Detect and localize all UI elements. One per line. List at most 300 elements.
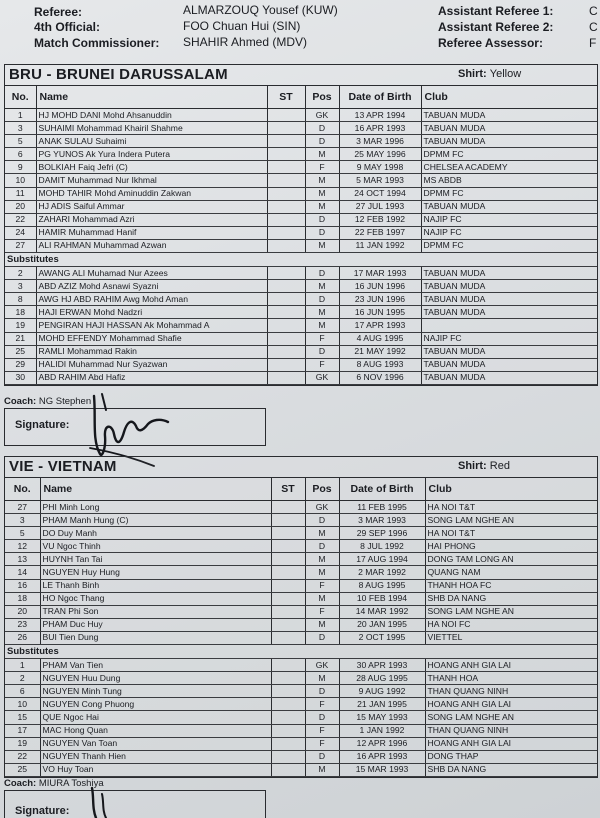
cell-st [267, 135, 305, 148]
table-row [5, 763, 597, 776]
cell-pos: D [305, 685, 339, 698]
cell-no: 1 [5, 109, 36, 122]
cell-club: DPMM FC [421, 148, 597, 161]
cell-dob: 29 SEP 1996 [339, 527, 425, 540]
cell-pos: M [305, 239, 339, 252]
cell-no: 21 [5, 332, 36, 345]
cell-st [271, 527, 305, 540]
cell-club: NAJIP FC [421, 213, 597, 226]
cell-name: BOLKIAH Faiq Jefri (C) [36, 161, 267, 174]
team-panel-bru [4, 64, 598, 386]
cell-pos: M [305, 763, 339, 776]
cell-pos: M [305, 280, 339, 293]
cell-st [267, 239, 305, 252]
table-row [5, 540, 597, 553]
cell-no: 29 [5, 358, 36, 371]
cell-dob: 11 JAN 1992 [339, 239, 421, 252]
cell-dob: 17 AUG 1994 [339, 553, 425, 566]
referee-value: ALMARZOUQ Yousef (KUW) [183, 3, 338, 17]
cell-dob: 10 FEB 1994 [339, 592, 425, 605]
cell-club: DONG THAP [425, 750, 597, 763]
cell-club: TABUAN MUDA [421, 345, 597, 358]
cell-dob: 5 MAR 1993 [339, 174, 421, 187]
cell-pos: F [305, 737, 339, 750]
cell-st [271, 501, 305, 514]
cell-club: THAN QUANG NINH [425, 724, 597, 737]
cell-club: THAN QUANG NINH [425, 685, 597, 698]
table-row [5, 187, 597, 200]
cell-name: HAMIR Muhammad Hanif [36, 226, 267, 239]
cell-name: PG YUNOS Ak Yura Indera Putera [36, 148, 267, 161]
cell-st [271, 711, 305, 724]
cell-no: 3 [5, 122, 36, 135]
cell-pos: D [305, 631, 339, 644]
cell-club: DPMM FC [421, 239, 597, 252]
table-row [5, 161, 597, 174]
cell-no: 18 [5, 592, 40, 605]
coach-line-vie: Coach: MIURA Toshiya [4, 778, 104, 789]
cell-no: 2 [5, 672, 40, 685]
table-row [5, 109, 597, 122]
cell-pos: M [305, 527, 339, 540]
cell-no: 6 [5, 685, 40, 698]
cell-dob: 3 MAR 1996 [339, 135, 421, 148]
cell-club: HA NOI FC [425, 618, 597, 631]
cell-club: HOANG ANH GIA LAI [425, 659, 597, 672]
table-row [5, 148, 597, 161]
cell-club: DPMM FC [421, 187, 597, 200]
col-st: ST [271, 478, 305, 501]
cell-pos: M [305, 187, 339, 200]
cell-st [267, 280, 305, 293]
cell-pos: GK [305, 371, 339, 384]
cell-name: VO Huy Toan [40, 763, 271, 776]
cell-no: 10 [5, 698, 40, 711]
cell-dob: 28 AUG 1995 [339, 672, 425, 685]
cell-club: HAI PHONG [425, 540, 597, 553]
cell-pos: M [305, 319, 339, 332]
table-row [5, 659, 597, 672]
cell-st [271, 724, 305, 737]
table-row [5, 239, 597, 252]
cell-dob: 16 APR 1993 [339, 750, 425, 763]
cell-st [271, 685, 305, 698]
col-dob: Date of Birth [339, 86, 421, 109]
cell-dob: 9 MAY 1998 [339, 161, 421, 174]
cell-st [267, 293, 305, 306]
signature-box-bru [4, 408, 266, 446]
cell-st [271, 514, 305, 527]
cell-st [267, 109, 305, 122]
cell-no: 5 [5, 135, 36, 148]
cell-dob: 25 MAY 1996 [339, 148, 421, 161]
table-row [5, 174, 597, 187]
col-pos: Pos [305, 478, 339, 501]
cell-dob: 22 FEB 1997 [339, 226, 421, 239]
cell-no: 9 [5, 161, 36, 174]
cell-name: PHAM Duc Huy [40, 618, 271, 631]
cell-no: 1 [5, 659, 40, 672]
cell-club: SONG LAM NGHE AN [425, 605, 597, 618]
cell-st [271, 698, 305, 711]
cell-pos: M [305, 566, 339, 579]
cell-st [271, 659, 305, 672]
substitutes-label: Substitutes [5, 253, 597, 267]
cell-no: 16 [5, 579, 40, 592]
table-row [5, 685, 597, 698]
cell-dob: 16 JUN 1996 [339, 280, 421, 293]
cell-no: 18 [5, 306, 36, 319]
cell-club: TABUAN MUDA [421, 280, 597, 293]
cell-no: 14 [5, 566, 40, 579]
cell-no: 2 [5, 267, 36, 280]
table-row [5, 501, 597, 514]
substitutes-label: Substitutes [5, 645, 597, 659]
assistant-referee-2-label: Assistant Referee 2: [438, 20, 554, 34]
cell-club: TABUAN MUDA [421, 200, 597, 213]
cell-no: 6 [5, 148, 36, 161]
cell-dob: 16 APR 1993 [339, 122, 421, 135]
cell-pos: D [305, 711, 339, 724]
col-no: No. [5, 478, 40, 501]
cell-name: HJ MOHD DANI Mohd Ahsanuddin [36, 109, 267, 122]
cell-st [267, 226, 305, 239]
cell-club: SHB DA NANG [425, 763, 597, 776]
cell-no: 27 [5, 239, 36, 252]
cell-name: PENGIRAN HAJI HASSAN Ak Mohammad A [36, 319, 267, 332]
cell-dob: 15 MAY 1993 [339, 711, 425, 724]
referee-label: Referee: [34, 5, 83, 19]
table-row [5, 371, 597, 384]
cell-club: THANH HOA FC [425, 579, 597, 592]
lineup-table [5, 86, 597, 385]
table-row [5, 280, 597, 293]
cell-club: THANH HOA [425, 672, 597, 685]
cell-st [267, 174, 305, 187]
cell-st [267, 200, 305, 213]
team-panel-vie [4, 456, 598, 778]
coach-name: NG Stephen [38, 396, 92, 407]
cell-dob: 24 OCT 1994 [339, 187, 421, 200]
cell-name: DAMIT Muhammad Nur Ikhmal [36, 174, 267, 187]
table-row [5, 514, 597, 527]
cell-dob: 30 APR 1993 [339, 659, 425, 672]
cell-pos: D [305, 226, 339, 239]
cell-pos: D [305, 345, 339, 358]
col-no: No. [5, 86, 36, 109]
cell-dob: 8 AUG 1995 [339, 579, 425, 592]
cell-name: AWG HJ ABD RAHIM Awg Mohd Aman [36, 293, 267, 306]
table-row [5, 592, 597, 605]
cell-no: 30 [5, 371, 36, 384]
cell-dob: 9 AUG 1992 [339, 685, 425, 698]
cell-club: NAJIP FC [421, 332, 597, 345]
col-name: Name [36, 86, 267, 109]
cell-name: RAMLI Mohammad Rakin [36, 345, 267, 358]
match-commissioner-label: Match Commissioner: [34, 36, 160, 50]
cell-pos: F [305, 698, 339, 711]
coach-line-bru: Coach: NG Stephen [4, 396, 92, 407]
cell-dob: 8 JUL 1992 [339, 540, 425, 553]
match-commissioner-value: SHAHIR Ahmed (MDV) [183, 35, 308, 49]
referee-assessor-label: Referee Assessor: [438, 36, 543, 50]
cell-pos: D [305, 267, 339, 280]
cell-st [271, 750, 305, 763]
table-row [5, 672, 597, 685]
cell-pos: F [305, 332, 339, 345]
cell-dob: 1 JAN 1992 [339, 724, 425, 737]
cell-name: ANAK SULAU Suhaimi [36, 135, 267, 148]
cell-name: PHAM Van Tien [40, 659, 271, 672]
cell-no: 26 [5, 631, 40, 644]
cell-st [267, 161, 305, 174]
cell-no: 5 [5, 527, 40, 540]
cell-no: 20 [5, 200, 36, 213]
col-st: ST [267, 86, 305, 109]
table-row [5, 122, 597, 135]
cell-dob: 20 JAN 1995 [339, 618, 425, 631]
shirt-color: Shirt: Red [458, 460, 510, 472]
cell-club: TABUAN MUDA [421, 358, 597, 371]
cell-name: HALIDI Muhammad Nur Syazwan [36, 358, 267, 371]
substitutes-header-row [5, 253, 597, 267]
cell-dob: 3 MAR 1993 [339, 514, 425, 527]
cell-club: TABUAN MUDA [421, 109, 597, 122]
cell-dob: 21 JAN 1995 [339, 698, 425, 711]
table-row [5, 213, 597, 226]
cell-no: 12 [5, 540, 40, 553]
cell-club: TABUAN MUDA [421, 122, 597, 135]
cell-dob: 14 MAR 1992 [339, 605, 425, 618]
cell-club: TABUAN MUDA [421, 371, 597, 384]
cell-club: TABUAN MUDA [421, 267, 597, 280]
fourth-official-value: FOO Chuan Hui (SIN) [183, 19, 301, 33]
table-row [5, 319, 597, 332]
table-row [5, 553, 597, 566]
cell-no: 15 [5, 711, 40, 724]
cell-pos: GK [305, 659, 339, 672]
table-row [5, 267, 597, 280]
cell-club: HOANG ANH GIA LAI [425, 737, 597, 750]
cell-dob: 17 APR 1993 [339, 319, 421, 332]
team-header [5, 457, 597, 478]
cell-pos: M [305, 174, 339, 187]
cell-st [267, 371, 305, 384]
cell-pos: M [305, 553, 339, 566]
cell-no: 3 [5, 514, 40, 527]
cell-club: NAJIP FC [421, 226, 597, 239]
cell-dob: 11 FEB 1995 [339, 501, 425, 514]
cell-name: HAJI ERWAN Mohd Nadzri [36, 306, 267, 319]
assistant-referee-1-label: Assistant Referee 1: [438, 4, 554, 18]
cell-name: SUHAIMI Mohammad Khairil Shahme [36, 122, 267, 135]
cell-name: ABD RAHIM Abd Hafiz [36, 371, 267, 384]
cell-pos: M [305, 618, 339, 631]
cell-no: 27 [5, 501, 40, 514]
team-header [5, 65, 597, 86]
cell-name: NGUYEN Van Toan [40, 737, 271, 750]
table-row [5, 605, 597, 618]
coach-name: MIURA Toshiya [38, 778, 104, 789]
cell-st [271, 672, 305, 685]
cell-st [271, 631, 305, 644]
cell-club: SONG LAM NGHE AN [425, 514, 597, 527]
cell-name: NGUYEN Huu Dung [40, 672, 271, 685]
col-name: Name [40, 478, 271, 501]
cell-club: DONG TAM LONG AN [425, 553, 597, 566]
cell-st [271, 540, 305, 553]
cell-club: HA NOI T&T [425, 501, 597, 514]
team-name: VIE - VIETNAM [9, 458, 117, 475]
cell-name: DO Duy Manh [40, 527, 271, 540]
cell-club: MS ABDB [421, 174, 597, 187]
cell-name: MOHD EFFENDY Mohammad Shafie [36, 332, 267, 345]
cell-club [421, 319, 597, 332]
signature-label: Signature: [15, 419, 70, 431]
referee-assessor-value: F [589, 36, 597, 50]
cell-name: MOHD TAHIR Mohd Aminuddin Zakwan [36, 187, 267, 200]
cell-pos: GK [305, 501, 339, 514]
cell-name: TRAN Phi Son [40, 605, 271, 618]
cell-no: 11 [5, 187, 36, 200]
cell-club: CHELSEA ACADEMY [421, 161, 597, 174]
cell-pos: D [305, 750, 339, 763]
cell-pos: D [305, 135, 339, 148]
cell-pos: D [305, 540, 339, 553]
cell-pos: F [305, 605, 339, 618]
cell-name: HO Ngoc Thang [40, 592, 271, 605]
cell-st [267, 319, 305, 332]
team-name: BRU - BRUNEI DARUSSALAM [9, 66, 228, 83]
cell-no: 24 [5, 226, 36, 239]
cell-st [271, 579, 305, 592]
table-row [5, 618, 597, 631]
cell-no: 8 [5, 293, 36, 306]
cell-pos: F [305, 579, 339, 592]
cell-name: PHAM Manh Hung (C) [40, 514, 271, 527]
cell-dob: 2 MAR 1992 [339, 566, 425, 579]
cell-club: HA NOI T&T [425, 527, 597, 540]
table-header-row [5, 86, 597, 109]
cell-no: 17 [5, 724, 40, 737]
cell-dob: 13 APR 1994 [339, 109, 421, 122]
cell-club: QUANG NAM [425, 566, 597, 579]
cell-st [271, 566, 305, 579]
cell-club: TABUAN MUDA [421, 135, 597, 148]
cell-no: 19 [5, 319, 36, 332]
cell-dob: 23 JUN 1996 [339, 293, 421, 306]
table-row [5, 579, 597, 592]
cell-pos: F [305, 161, 339, 174]
cell-st [267, 267, 305, 280]
cell-name: AWANG ALI Muhamad Nur Azees [36, 267, 267, 280]
cell-name: ALI RAHMAN Muhammad Azwan [36, 239, 267, 252]
cell-st [271, 553, 305, 566]
cell-dob: 4 AUG 1995 [339, 332, 421, 345]
cell-st [267, 345, 305, 358]
table-row [5, 566, 597, 579]
cell-dob: 27 JUL 1993 [339, 200, 421, 213]
cell-name: HJ ADIS Saiful Ammar [36, 200, 267, 213]
assistant-referee-2-value: C [589, 20, 598, 34]
lineup-table [5, 478, 597, 777]
signature-box-vie [4, 790, 266, 818]
cell-st [267, 213, 305, 226]
cell-st [271, 605, 305, 618]
col-dob: Date of Birth [339, 478, 425, 501]
cell-pos: D [305, 213, 339, 226]
cell-name: ABD AZIZ Mohd Asnawi Syazni [36, 280, 267, 293]
table-row [5, 306, 597, 319]
cell-st [271, 763, 305, 776]
table-row [5, 698, 597, 711]
cell-no: 22 [5, 750, 40, 763]
cell-st [267, 358, 305, 371]
table-row [5, 737, 597, 750]
table-row [5, 750, 597, 763]
cell-dob: 12 FEB 1992 [339, 213, 421, 226]
assistant-referee-1-value: C [589, 4, 598, 18]
table-row [5, 226, 597, 239]
cell-dob: 17 MAR 1993 [339, 267, 421, 280]
cell-no: 25 [5, 345, 36, 358]
cell-pos: M [305, 148, 339, 161]
cell-club: SONG LAM NGHE AN [425, 711, 597, 724]
cell-st [267, 148, 305, 161]
shirt-color: Shirt: Yellow [458, 68, 522, 80]
cell-no: 22 [5, 213, 36, 226]
table-row [5, 345, 597, 358]
cell-name: HUYNH Tan Tai [40, 553, 271, 566]
table-row [5, 358, 597, 371]
officials-header [0, 0, 600, 60]
cell-no: 13 [5, 553, 40, 566]
table-row [5, 332, 597, 345]
cell-pos: M [305, 200, 339, 213]
cell-pos: M [305, 592, 339, 605]
table-row [5, 527, 597, 540]
table-row [5, 135, 597, 148]
table-row [5, 711, 597, 724]
cell-pos: D [305, 514, 339, 527]
cell-pos: D [305, 293, 339, 306]
cell-pos: M [305, 306, 339, 319]
cell-pos: F [305, 358, 339, 371]
cell-club: TABUAN MUDA [421, 293, 597, 306]
cell-name: ZAHARI Mohammad Azri [36, 213, 267, 226]
cell-st [267, 187, 305, 200]
cell-name: NGUYEN Huy Hung [40, 566, 271, 579]
col-club: Club [425, 478, 597, 501]
cell-pos: F [305, 724, 339, 737]
cell-dob: 12 APR 1996 [339, 737, 425, 750]
cell-pos: M [305, 672, 339, 685]
cell-no: 23 [5, 618, 40, 631]
cell-name: QUE Ngoc Hai [40, 711, 271, 724]
cell-dob: 21 MAY 1992 [339, 345, 421, 358]
cell-pos: D [305, 122, 339, 135]
table-row [5, 293, 597, 306]
cell-name: LE Thanh Binh [40, 579, 271, 592]
signature-label: Signature: [15, 805, 70, 817]
cell-no: 10 [5, 174, 36, 187]
cell-name: PHI Minh Long [40, 501, 271, 514]
cell-name: MAC Hong Quan [40, 724, 271, 737]
cell-name: BUI Tien Dung [40, 631, 271, 644]
fourth-official-label: 4th Official: [34, 20, 101, 34]
cell-club: SHB DA NANG [425, 592, 597, 605]
table-row [5, 724, 597, 737]
